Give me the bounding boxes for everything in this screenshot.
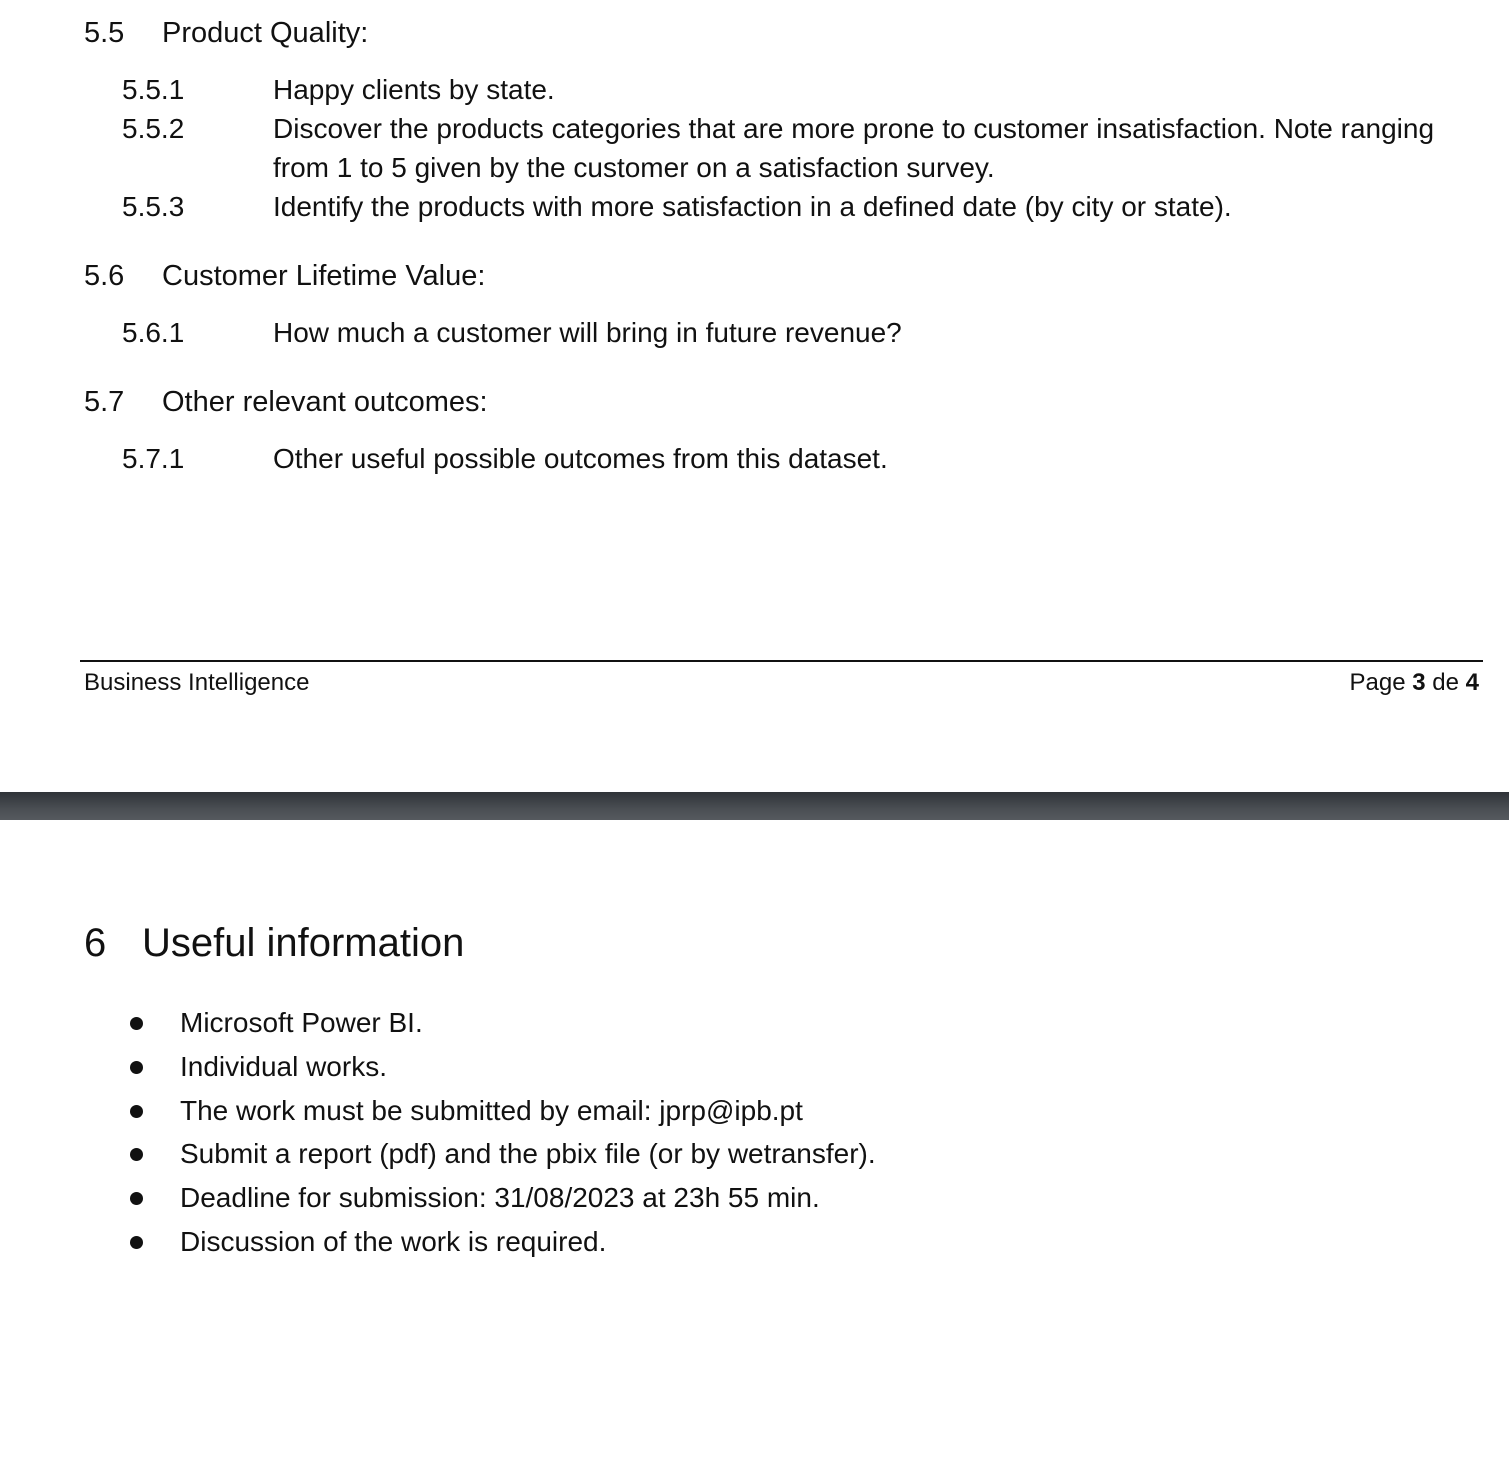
list-item-text: Deadline for submission: 31/08/2023 at 23h 55 min. [180,1182,820,1214]
page-label: Page [1349,669,1406,696]
footer-page-number [1350,668,1480,698]
footer-divider [80,660,1483,662]
subsection-number: 5.6.1 [122,317,185,348]
page-of-label: de [1432,669,1459,696]
section-number: 5.5 [84,17,125,49]
section-title: Customer Lifetime Value: [162,260,486,292]
bullet-icon [130,1017,143,1030]
subsection-text: Discover the products categories that are more prone to customer insatisfaction. Note ranging from 1 to 5 given by the customer on a satisfaction survey. [273,113,1435,183]
subsection-text: Happy clients by state. [273,74,555,105]
section-number: 5.7 [84,386,125,418]
subsection-text: How much a customer will bring in future revenue? [273,317,902,348]
bullet-icon [130,1061,143,1074]
chapter-title: Useful information [142,921,465,965]
page-current: 3 [1412,669,1426,696]
section-title: Other relevant outcomes: [162,386,488,418]
section-number: 5.6 [84,260,125,292]
subsection-text: Other useful possible outcomes from this dataset. [273,443,888,474]
subsection-number: 5.7.1 [122,443,185,474]
subsection-number: 5.5.2 [122,113,185,144]
bullet-icon [130,1236,143,1249]
list-item-text: Individual works. [180,1050,387,1082]
list-item-text: Discussion of the work is required. [180,1225,607,1257]
subsection-number: 5.5.3 [122,191,185,222]
page-total: 4 [1465,669,1479,696]
page-separator [0,792,1509,820]
chapter-number: 6 [84,921,107,965]
bullet-icon [130,1105,143,1118]
footer-document-title: Business Intelligence [84,669,310,696]
list-item-text: Submit a report (pdf) and the pbix file (or by wetransfer). [180,1138,876,1170]
subsection-text: Identify the products with more satisfaction in a defined date (by city or state). [273,191,1232,222]
section-title: Product Quality: [162,17,369,49]
subsection-number: 5.5.1 [122,74,185,105]
list-item-text: Microsoft Power BI. [180,1007,423,1038]
list-item-text: The work must be submitted by email: jprp@ipb.pt [180,1094,803,1126]
